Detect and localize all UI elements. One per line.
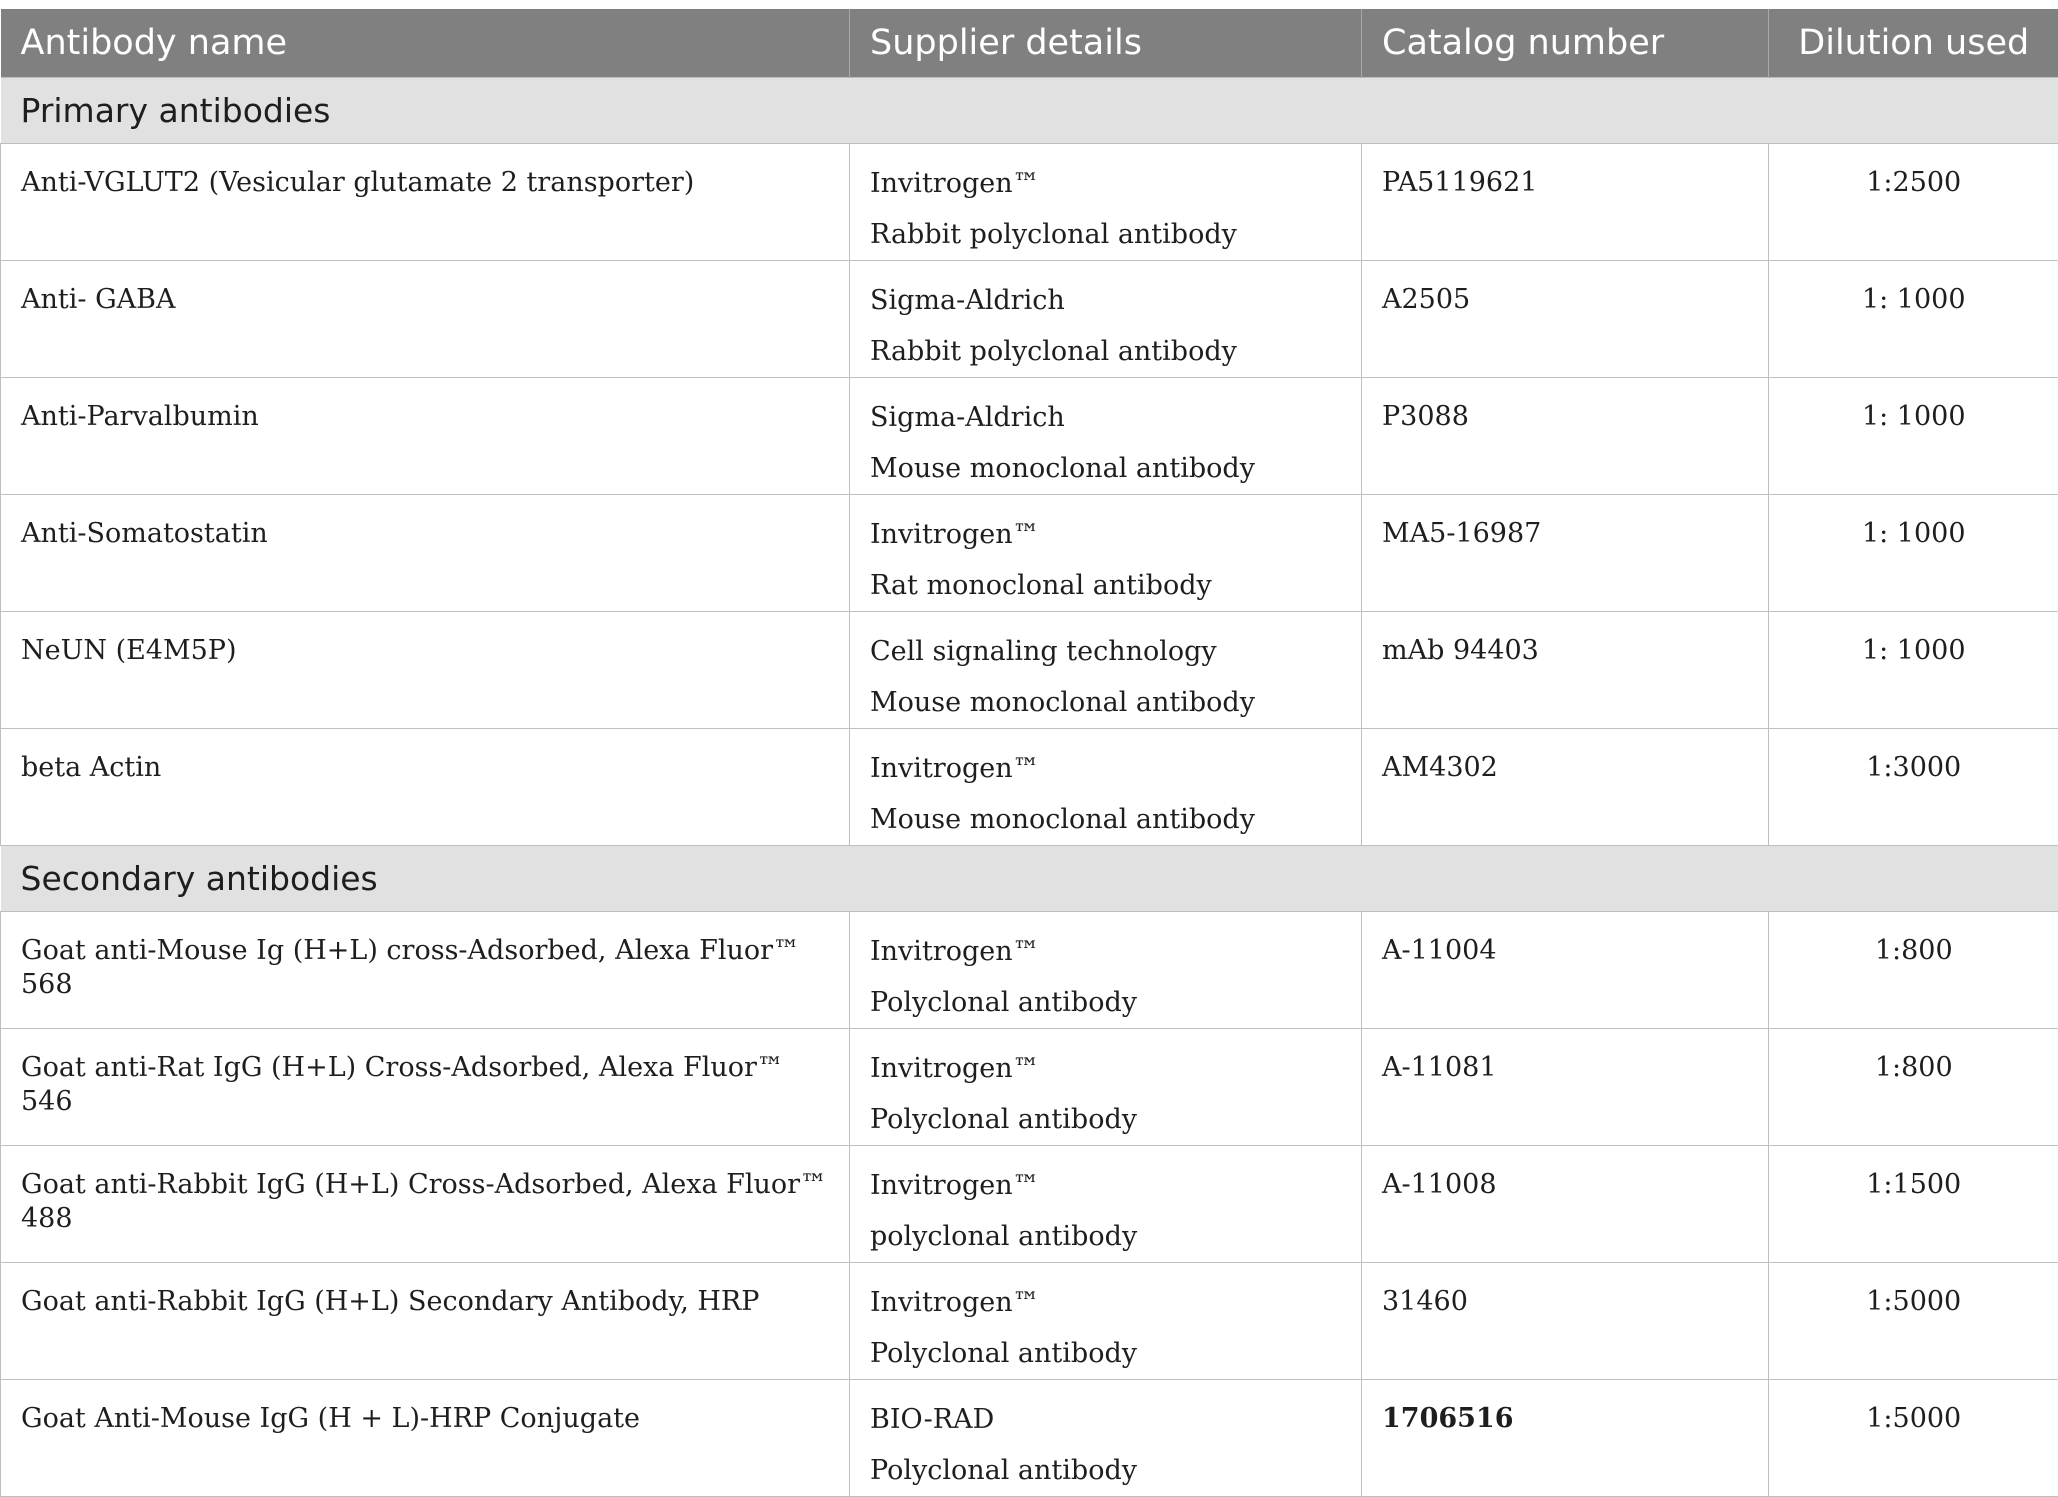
antibody-name-cell: Anti-Somatostatin [1, 494, 850, 611]
header-supplier-details: Supplier details [850, 9, 1362, 77]
catalog-number-cell: 31460 [1362, 1262, 1769, 1379]
table-row [1, 377, 2058, 494]
catalog-number-cell: mAb 94403 [1362, 611, 1769, 728]
supplier-name: Cell signaling technology [870, 626, 1341, 677]
antibody-name-cell: Goat anti-Mouse Ig (H+L) cross-Adsorbed, Alexa Fluor™ 568 [1, 911, 850, 1028]
antibody-type: Mouse monoclonal antibody [870, 443, 1341, 494]
catalog-number-cell: A-11081 [1362, 1028, 1769, 1145]
header-antibody-name: Antibody name [1, 9, 850, 77]
table-row [1, 1145, 2058, 1262]
catalog-number-cell: AM4302 [1362, 728, 1769, 845]
dilution-cell: 1:2500 [1769, 143, 2058, 260]
antibody-table [0, 9, 2058, 1497]
antibody-type: Polyclonal antibody [870, 1445, 1341, 1496]
table-header [1, 9, 2058, 77]
supplier-name: Invitrogen™ [870, 1043, 1341, 1094]
supplier-name: Sigma-Aldrich [870, 392, 1341, 443]
antibody-type: Rabbit polyclonal antibody [870, 209, 1341, 260]
antibody-type: Polyclonal antibody [870, 1094, 1341, 1145]
dilution-cell: 1: 1000 [1769, 494, 2058, 611]
catalog-number-cell: A-11004 [1362, 911, 1769, 1028]
supplier-name: BIO-RAD [870, 1394, 1341, 1445]
supplier-name: Invitrogen™ [870, 743, 1341, 794]
supplier-cell [850, 1262, 1362, 1379]
dilution-cell: 1: 1000 [1769, 260, 2058, 377]
table-row [1, 143, 2058, 260]
table-row [1, 1262, 2058, 1379]
table-row [1, 911, 2058, 1028]
supplier-cell [850, 1028, 1362, 1145]
antibody-name-cell: Anti-VGLUT2 (Vesicular glutamate 2 transporter) [1, 143, 850, 260]
table-row [1, 494, 2058, 611]
section-title: Primary antibodies [1, 77, 2058, 143]
antibody-type: Polyclonal antibody [870, 977, 1341, 1028]
header-row [1, 9, 2058, 77]
header-catalog-number: Catalog number [1362, 9, 1769, 77]
dilution-cell: 1:800 [1769, 911, 2058, 1028]
antibody-type: Polyclonal antibody [870, 1328, 1341, 1379]
dilution-cell: 1:5000 [1769, 1262, 2058, 1379]
antibody-type: Rat monoclonal antibody [870, 560, 1341, 611]
antibody-name-cell: Anti-Parvalbumin [1, 377, 850, 494]
table-row [1, 1028, 2058, 1145]
section-title: Secondary antibodies [1, 845, 2058, 911]
antibody-type: Mouse monoclonal antibody [870, 677, 1341, 728]
header-dilution-used: Dilution used [1769, 9, 2058, 77]
supplier-name: Invitrogen™ [870, 509, 1341, 560]
dilution-cell: 1:5000 [1769, 1379, 2058, 1496]
table-row [1, 611, 2058, 728]
antibody-name-cell: Goat Anti-Mouse IgG (H + L)-HRP Conjugate [1, 1379, 850, 1496]
catalog-number-cell: MA5-16987 [1362, 494, 1769, 611]
catalog-number-cell: 1706516 [1362, 1379, 1769, 1496]
antibody-name-cell: beta Actin [1, 728, 850, 845]
antibody-type: Rabbit polyclonal antibody [870, 326, 1341, 377]
dilution-cell: 1: 1000 [1769, 377, 2058, 494]
supplier-cell [850, 494, 1362, 611]
antibody-name-cell: Goat anti-Rat IgG (H+L) Cross-Adsorbed, Alexa Fluor™ 546 [1, 1028, 850, 1145]
supplier-cell [850, 377, 1362, 494]
supplier-name: Invitrogen™ [870, 1160, 1341, 1211]
catalog-number-cell: A2505 [1362, 260, 1769, 377]
supplier-cell [850, 911, 1362, 1028]
antibody-name-cell: Anti- GABA [1, 260, 850, 377]
section-row [1, 77, 2058, 143]
catalog-number-cell: PA5119621 [1362, 143, 1769, 260]
supplier-cell [850, 260, 1362, 377]
antibody-type: polyclonal antibody [870, 1211, 1341, 1262]
dilution-cell: 1:800 [1769, 1028, 2058, 1145]
supplier-cell [850, 1145, 1362, 1262]
section-row [1, 845, 2058, 911]
table-row [1, 728, 2058, 845]
antibody-name-cell: NeUN (E4M5P) [1, 611, 850, 728]
antibody-name-cell: Goat anti-Rabbit IgG (H+L) Cross-Adsorbed, Alexa Fluor™ 488 [1, 1145, 850, 1262]
supplier-cell [850, 728, 1362, 845]
dilution-cell: 1:3000 [1769, 728, 2058, 845]
antibody-type: Mouse monoclonal antibody [870, 794, 1341, 845]
catalog-number-cell: A-11008 [1362, 1145, 1769, 1262]
supplier-cell [850, 611, 1362, 728]
catalog-number-cell: P3088 [1362, 377, 1769, 494]
dilution-cell: 1:1500 [1769, 1145, 2058, 1262]
table-row [1, 1379, 2058, 1496]
supplier-name: Invitrogen™ [870, 158, 1341, 209]
dilution-cell: 1: 1000 [1769, 611, 2058, 728]
table-body [1, 77, 2058, 1496]
supplier-name: Invitrogen™ [870, 926, 1341, 977]
antibody-name-cell: Goat anti-Rabbit IgG (H+L) Secondary Antibody, HRP [1, 1262, 850, 1379]
table-row [1, 260, 2058, 377]
supplier-cell [850, 1379, 1362, 1496]
supplier-name: Invitrogen™ [870, 1277, 1341, 1328]
supplier-cell [850, 143, 1362, 260]
antibody-table-container [0, 9, 2058, 1497]
supplier-name: Sigma-Aldrich [870, 275, 1341, 326]
